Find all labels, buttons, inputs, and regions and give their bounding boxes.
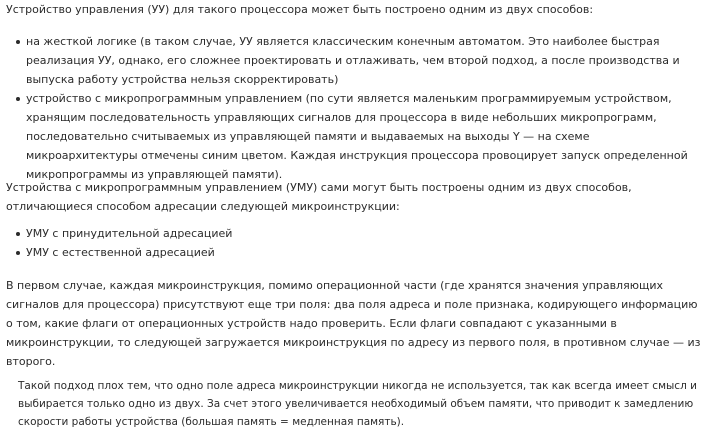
control-unit-types-list	[6, 32, 702, 184]
note-paragraph: Такой подход плох тем, что одно поле адреса микроинструкции никогда не используется, так как всегда имеет смысл и выбирается только одно из двух. За счет этого увеличивается необходимый объем памяти, что приводит к замедлению скорости работы устройства (большая память = медленная память).	[18, 380, 697, 428]
list-item-text: устройство с микропрограммным управлением (по сути является маленьким программируемым устройством, хранящим последовательность управляющих сигналов для процессора в виде небольших микропрограмм, последовательно считываемых из управляющей памяти и выдаваемых на выходы Y — на схеме микроархитектуры отмечены синим цветом. Каждая инструкция процессора провоцирует запуск определенной микропрограммы из управляющей памяти).	[26, 92, 688, 181]
bullet-icon	[16, 97, 20, 101]
list-item	[6, 224, 702, 243]
addressing-types-list	[6, 224, 702, 262]
list-item-text: УМУ с естественной адресацией	[26, 246, 215, 259]
umu-paragraph: Устройства с микропрограммным управлением (УМУ) сами могут быть построены одним из двух способов, отличающиеся способом адресации следующей микроинструкции:	[6, 181, 632, 213]
list-item	[6, 243, 702, 262]
bullet-icon	[16, 251, 20, 255]
first-case-paragraph: В первом случае, каждая микроинструкция, помимо операционной части (где хранятся значения управляющих сигналов для процессора) присутствуют еще три поля: два поля адреса и поле признака, кодирующего информацию о том, какие флаги от операционных устройств надо проверить. Если флаги совпадают с указанными в микроинструкции, то следующей загружается микроинструкция по адресу из первого поля, в противном случае — из второго.	[6, 279, 701, 368]
list-item	[6, 89, 702, 184]
list-item-text: на жесткой логике (в таком случае, УУ является классическим конечным автоматом. Это наиболее быстрая реализация УУ, однако, его сложнее проектировать и отлаживать, чем второй подход, а после производства и выпуска работу устройства нельзя скорректировать)	[26, 35, 680, 86]
intro-paragraph: Устройство управления (УУ) для такого процессора может быть построено одним из двух способов:	[6, 3, 594, 16]
bullet-icon	[16, 40, 20, 44]
list-item	[6, 32, 702, 89]
bullet-icon	[16, 232, 20, 236]
list-item-text: УМУ с принудительной адресацией	[26, 227, 233, 240]
